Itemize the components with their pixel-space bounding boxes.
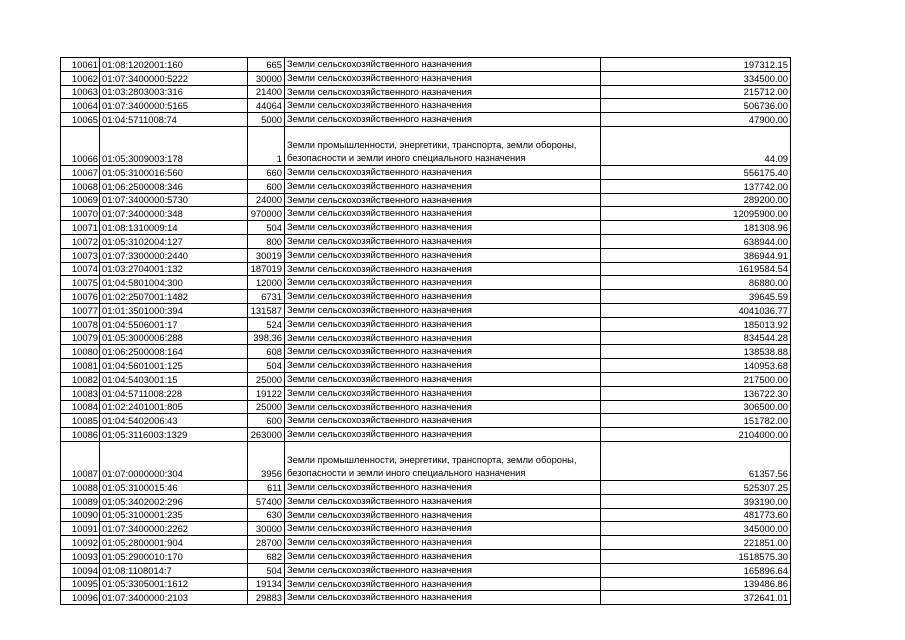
area-cell: 19122 xyxy=(248,386,285,400)
row-number: 10068 xyxy=(61,179,100,193)
land-category: Земли сельскохозяйственного назначения xyxy=(285,591,601,605)
cadastral-value: 481773.60 xyxy=(601,508,791,522)
row-number: 10074 xyxy=(61,262,100,276)
table-row xyxy=(61,221,791,235)
row-number: 10064 xyxy=(61,99,100,113)
area-cell: 665 xyxy=(248,58,285,72)
table-row xyxy=(61,428,791,442)
cadastral-number: 01:05:3000006:288 xyxy=(100,331,248,345)
table-row xyxy=(61,372,791,386)
cadastral-value: 393190.00 xyxy=(601,494,791,508)
row-number: 10089 xyxy=(61,494,100,508)
table-row xyxy=(61,577,791,591)
cadastral-number: 01:07:3400000:5222 xyxy=(100,71,248,85)
row-number: 10093 xyxy=(61,549,100,563)
land-category: Земли сельскохозяйственного назначения xyxy=(285,207,601,221)
row-number: 10067 xyxy=(61,165,100,179)
table-row xyxy=(61,99,791,113)
cadastral-number: 01:05:3305001:1612 xyxy=(100,577,248,591)
row-number: 10087 xyxy=(61,441,100,480)
row-number: 10083 xyxy=(61,386,100,400)
area-cell: 611 xyxy=(248,480,285,494)
cadastral-number: 01:05:3009003:178 xyxy=(100,126,248,165)
cadastral-value: 638944.00 xyxy=(601,234,791,248)
land-category: Земли сельскохозяйственного назначения xyxy=(285,414,601,428)
row-number: 10078 xyxy=(61,317,100,331)
land-category: Земли сельскохозяйственного назначения xyxy=(285,345,601,359)
area-cell: 12000 xyxy=(248,276,285,290)
area-cell: 24000 xyxy=(248,193,285,207)
cadastral-number: 01:05:3102004:127 xyxy=(100,234,248,248)
row-number: 10062 xyxy=(61,71,100,85)
cadastral-number: 01:05:3100001:235 xyxy=(100,508,248,522)
row-number: 10096 xyxy=(61,591,100,605)
table-row xyxy=(61,414,791,428)
cadastral-value: 2104000.00 xyxy=(601,428,791,442)
cadastral-number: 01:04:5601001:125 xyxy=(100,359,248,373)
cadastral-value: 139486.86 xyxy=(601,577,791,591)
area-cell: 57400 xyxy=(248,494,285,508)
land-category: Земли сельскохозяйственного назначения xyxy=(285,317,601,331)
table-row xyxy=(61,179,791,193)
cadastral-value: 12095900.00 xyxy=(601,207,791,221)
land-parcels-table xyxy=(60,57,791,605)
land-category: Земли сельскохозяйственного назначения xyxy=(285,400,601,414)
table-row xyxy=(61,480,791,494)
land-category: Земли сельскохозяйственного назначения xyxy=(285,372,601,386)
cadastral-value: 1619584.54 xyxy=(601,262,791,276)
cadastral-number: 01:03:2803003:316 xyxy=(100,85,248,99)
land-category: Земли сельскохозяйственного назначения xyxy=(285,99,601,113)
land-category: Земли сельскохозяйственного назначения xyxy=(285,563,601,577)
cadastral-number: 01:07:3400000:2103 xyxy=(100,591,248,605)
area-cell: 187019 xyxy=(248,262,285,276)
cadastral-number: 01:05:2900010:170 xyxy=(100,549,248,563)
row-number: 10085 xyxy=(61,414,100,428)
cadastral-value: 306500.00 xyxy=(601,400,791,414)
land-category: Земли сельскохозяйственного назначения xyxy=(285,248,601,262)
land-category: Земли сельскохозяйственного назначения xyxy=(285,359,601,373)
table-row xyxy=(61,126,791,165)
area-cell: 970000 xyxy=(248,207,285,221)
cadastral-number: 01:04:5711008:74 xyxy=(100,113,248,127)
row-number: 10073 xyxy=(61,248,100,262)
cadastral-value: 165896.64 xyxy=(601,563,791,577)
cadastral-number: 01:08:1202001:160 xyxy=(100,58,248,72)
row-number: 10079 xyxy=(61,331,100,345)
table-row xyxy=(61,113,791,127)
area-cell: 630 xyxy=(248,508,285,522)
area-cell: 30000 xyxy=(248,71,285,85)
table-row xyxy=(61,508,791,522)
area-cell: 30019 xyxy=(248,248,285,262)
cadastral-value: 137742.00 xyxy=(601,179,791,193)
table-row xyxy=(61,331,791,345)
table-row xyxy=(61,359,791,373)
cadastral-value: 834544.28 xyxy=(601,331,791,345)
area-cell: 44064 xyxy=(248,99,285,113)
cadastral-number: 01:04:5403001:15 xyxy=(100,372,248,386)
area-cell: 263000 xyxy=(248,428,285,442)
land-category: Земли сельскохозяйственного назначения xyxy=(285,549,601,563)
area-cell: 660 xyxy=(248,165,285,179)
row-number: 10080 xyxy=(61,345,100,359)
cadastral-number: 01:06:2500008:164 xyxy=(100,345,248,359)
area-cell: 504 xyxy=(248,563,285,577)
table-row xyxy=(61,276,791,290)
area-cell: 3956 xyxy=(248,441,285,480)
land-category: Земли сельскохозяйственного назначения xyxy=(285,480,601,494)
land-category: Земли сельскохозяйственного назначения xyxy=(285,331,601,345)
cadastral-value: 47900.00 xyxy=(601,113,791,127)
table-row xyxy=(61,441,791,480)
row-number: 10061 xyxy=(61,58,100,72)
cadastral-value: 181308.96 xyxy=(601,221,791,235)
cadastral-value: 39645.59 xyxy=(601,290,791,304)
area-cell: 131587 xyxy=(248,303,285,317)
table-row xyxy=(61,71,791,85)
land-category: Земли промышленности, энергетики, транспорта, земли обороны, безопасности и земли иного специального назначения xyxy=(285,126,601,165)
table-row xyxy=(61,494,791,508)
area-cell: 30000 xyxy=(248,522,285,536)
table-row xyxy=(61,290,791,304)
cadastral-number: 01:05:2800001:904 xyxy=(100,536,248,550)
row-number: 10081 xyxy=(61,359,100,373)
area-cell: 28700 xyxy=(248,536,285,550)
land-category: Земли сельскохозяйственного назначения xyxy=(285,113,601,127)
table-row xyxy=(61,85,791,99)
row-number: 10082 xyxy=(61,372,100,386)
cadastral-number: 01:07:0000000:304 xyxy=(100,441,248,480)
row-number: 10088 xyxy=(61,480,100,494)
area-cell: 524 xyxy=(248,317,285,331)
area-cell: 600 xyxy=(248,414,285,428)
cadastral-value: 61357.56 xyxy=(601,441,791,480)
area-cell: 682 xyxy=(248,549,285,563)
cadastral-value: 44.09 xyxy=(601,126,791,165)
row-number: 10084 xyxy=(61,400,100,414)
cadastral-number: 01:02:2401001:805 xyxy=(100,400,248,414)
table-row xyxy=(61,400,791,414)
cadastral-number: 01:08:1108014:7 xyxy=(100,563,248,577)
table-row xyxy=(61,591,791,605)
table-row xyxy=(61,262,791,276)
cadastral-number: 01:07:3400000:5165 xyxy=(100,99,248,113)
cadastral-value: 386944.91 xyxy=(601,248,791,262)
area-cell: 600 xyxy=(248,179,285,193)
cadastral-number: 01:05:3402002:296 xyxy=(100,494,248,508)
row-number: 10095 xyxy=(61,577,100,591)
cadastral-number: 01:04:5711008:228 xyxy=(100,386,248,400)
row-number: 10090 xyxy=(61,508,100,522)
row-number: 10086 xyxy=(61,428,100,442)
cadastral-value: 217500.00 xyxy=(601,372,791,386)
table-row xyxy=(61,165,791,179)
table-row xyxy=(61,234,791,248)
cadastral-value: 215712.00 xyxy=(601,85,791,99)
cadastral-number: 01:05:3116003:1329 xyxy=(100,428,248,442)
table-row xyxy=(61,193,791,207)
area-cell: 25000 xyxy=(248,372,285,386)
cadastral-number: 01:05:3100016:560 xyxy=(100,165,248,179)
cadastral-number: 01:04:5506001:17 xyxy=(100,317,248,331)
row-number: 10094 xyxy=(61,563,100,577)
table-row xyxy=(61,522,791,536)
row-number: 10063 xyxy=(61,85,100,99)
land-category: Земли сельскохозяйственного назначения xyxy=(285,193,601,207)
area-cell: 398.36 xyxy=(248,331,285,345)
area-cell: 19134 xyxy=(248,577,285,591)
row-number: 10066 xyxy=(61,126,100,165)
table-row xyxy=(61,345,791,359)
cadastral-value: 289200.00 xyxy=(601,193,791,207)
land-category: Земли сельскохозяйственного назначения xyxy=(285,85,601,99)
land-category: Земли сельскохозяйственного назначения xyxy=(285,58,601,72)
table-row xyxy=(61,207,791,221)
area-cell: 504 xyxy=(248,221,285,235)
row-number: 10091 xyxy=(61,522,100,536)
cadastral-number: 01:06:2500008:346 xyxy=(100,179,248,193)
area-cell: 800 xyxy=(248,234,285,248)
row-number: 10071 xyxy=(61,221,100,235)
land-category: Земли сельскохозяйственного назначения xyxy=(285,522,601,536)
cadastral-number: 01:08:1310009:14 xyxy=(100,221,248,235)
cadastral-value: 506736.00 xyxy=(601,99,791,113)
table-body xyxy=(61,58,791,605)
row-number: 10075 xyxy=(61,276,100,290)
cadastral-number: 01:01:3501000:394 xyxy=(100,303,248,317)
cadastral-value: 197312.15 xyxy=(601,58,791,72)
row-number: 10076 xyxy=(61,290,100,304)
row-number: 10065 xyxy=(61,113,100,127)
table-row xyxy=(61,317,791,331)
cadastral-value: 185013.92 xyxy=(601,317,791,331)
table-row xyxy=(61,303,791,317)
cadastral-value: 136722.30 xyxy=(601,386,791,400)
area-cell: 5000 xyxy=(248,113,285,127)
land-category: Земли сельскохозяйственного назначения xyxy=(285,494,601,508)
cadastral-number: 01:02:2507001:1482 xyxy=(100,290,248,304)
land-category: Земли сельскохозяйственного назначения xyxy=(285,386,601,400)
cadastral-value: 525307.25 xyxy=(601,480,791,494)
land-category: Земли сельскохозяйственного назначения xyxy=(285,179,601,193)
cadastral-number: 01:07:3400000:348 xyxy=(100,207,248,221)
cadastral-value: 556175.40 xyxy=(601,165,791,179)
land-category: Земли сельскохозяйственного назначения xyxy=(285,262,601,276)
cadastral-number: 01:07:3400000:2262 xyxy=(100,522,248,536)
cadastral-value: 372641.01 xyxy=(601,591,791,605)
area-cell: 6731 xyxy=(248,290,285,304)
row-number: 10077 xyxy=(61,303,100,317)
table-row xyxy=(61,563,791,577)
row-number: 10072 xyxy=(61,234,100,248)
cadastral-value: 4041036.77 xyxy=(601,303,791,317)
land-category: Земли сельскохозяйственного назначения xyxy=(285,428,601,442)
row-number: 10069 xyxy=(61,193,100,207)
land-category: Земли сельскохозяйственного назначения xyxy=(285,290,601,304)
table-row xyxy=(61,386,791,400)
area-cell: 25000 xyxy=(248,400,285,414)
cadastral-number: 01:03:2704001:132 xyxy=(100,262,248,276)
table-row xyxy=(61,549,791,563)
table-row xyxy=(61,58,791,72)
row-number: 10092 xyxy=(61,536,100,550)
area-cell: 29883 xyxy=(248,591,285,605)
cadastral-number: 01:04:5801004:300 xyxy=(100,276,248,290)
cadastral-value: 140953.68 xyxy=(601,359,791,373)
table-row xyxy=(61,248,791,262)
cadastral-value: 86880.00 xyxy=(601,276,791,290)
area-cell: 608 xyxy=(248,345,285,359)
area-cell: 504 xyxy=(248,359,285,373)
cadastral-value: 151782.00 xyxy=(601,414,791,428)
cadastral-value: 138538.88 xyxy=(601,345,791,359)
land-category: Земли промышленности, энергетики, транспорта, земли обороны, безопасности и земли иного специального назначения xyxy=(285,441,601,480)
land-category: Земли сельскохозяйственного назначения xyxy=(285,165,601,179)
land-category: Земли сельскохозяйственного назначения xyxy=(285,234,601,248)
cadastral-value: 221851.00 xyxy=(601,536,791,550)
land-category: Земли сельскохозяйственного назначения xyxy=(285,536,601,550)
land-category: Земли сельскохозяйственного назначения xyxy=(285,71,601,85)
cadastral-number: 01:04:5402006:43 xyxy=(100,414,248,428)
cadastral-value: 345000.00 xyxy=(601,522,791,536)
land-category: Земли сельскохозяйственного назначения xyxy=(285,577,601,591)
land-category: Земли сельскохозяйственного назначения xyxy=(285,276,601,290)
cadastral-value: 1518575.30 xyxy=(601,549,791,563)
table-row xyxy=(61,536,791,550)
cadastral-number: 01:07:3400000:5730 xyxy=(100,193,248,207)
land-category: Земли сельскохозяйственного назначения xyxy=(285,508,601,522)
cadastral-number: 01:07:3300000:2440 xyxy=(100,248,248,262)
land-category: Земли сельскохозяйственного назначения xyxy=(285,303,601,317)
cadastral-number: 01:05:3100015:46 xyxy=(100,480,248,494)
row-number: 10070 xyxy=(61,207,100,221)
cadastral-value: 334500.00 xyxy=(601,71,791,85)
area-cell: 21400 xyxy=(248,85,285,99)
land-category: Земли сельскохозяйственного назначения xyxy=(285,221,601,235)
area-cell: 1 xyxy=(248,126,285,165)
